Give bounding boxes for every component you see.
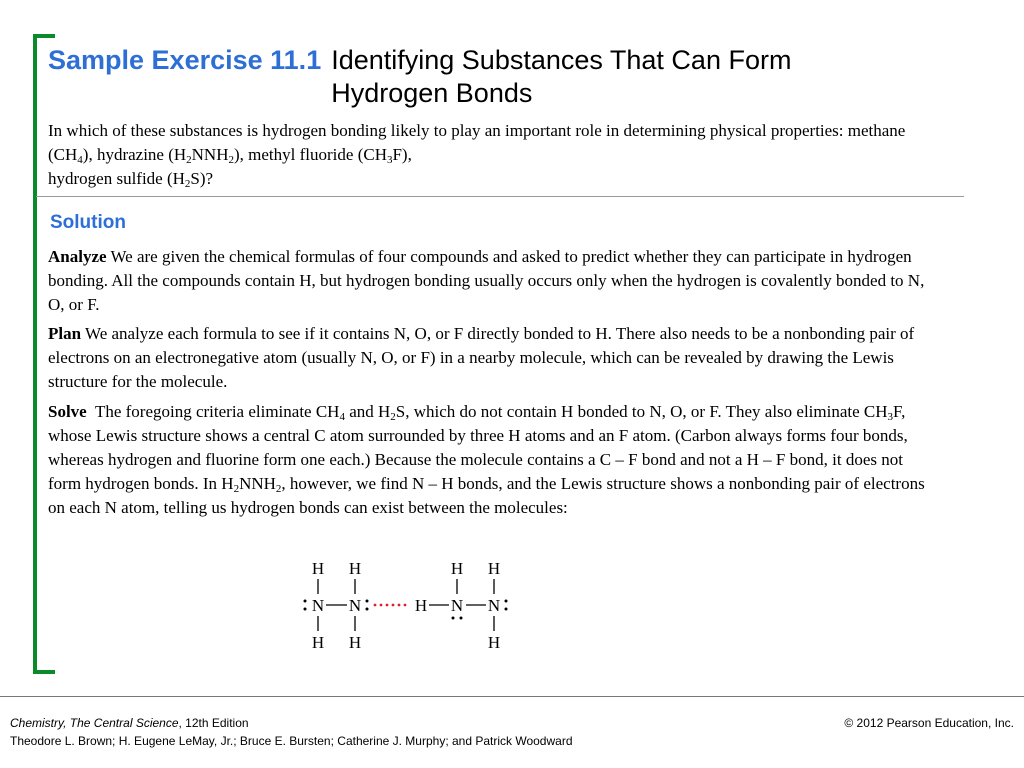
footer-copyright: © 2012 Pearson Education, Inc.: [844, 716, 1014, 730]
lone-pair-dot: [366, 600, 369, 603]
divider-line: [36, 196, 964, 197]
hbond-dot: [392, 604, 395, 607]
hbond-dot: [398, 604, 401, 607]
analyze-label: Analyze: [48, 247, 107, 266]
exercise-title: Identifying Substances That Can Form Hydrogen Bonds: [331, 45, 792, 108]
atom-h: H: [450, 559, 464, 578]
plan-label: Plan: [48, 324, 82, 343]
plan-text: We analyze each formula to see if it contains N, O, or F directly bonded to H. There also needs to be a nonbonding pair of electrons on an electronegative atom (usually N, O, or F) in a nearby molecule, which can be revealed by drawing the Lewis structure for the molecule.: [48, 324, 915, 391]
slide-bracket-left: [33, 34, 37, 674]
hydrazine-lewis-structure: [298, 556, 518, 656]
question-text: In which of these substances is hydrogen bonding likely to play an important role in determining physical properties: methane $(CH_4)$, hydrazine $(H_2NNH_2)$, methyl fluoride $(CH_3F)$, hydrogen sulfide $(H_2S)$?: [48, 121, 906, 190]
atom-n: N: [348, 596, 362, 615]
analyze-text: We are given the chemical formulas of four compounds and asked to predict whether they can participate in hydrogen bonding. All the compounds contain H, but hydrogen bonding usually occurs only when the hydrogen is covalently bonded to N, O, or F.: [48, 247, 925, 314]
lone-pair-dot: [505, 600, 508, 603]
solve-paragraph: Solve The foregoing criteria eliminate $CH_4$ and $H_2S$, which do not contain H bonded to N, O, or F. They also eliminate $CH_3F$, whose Lewis structure shows a central C atom surrounded by three H atoms and an F atom. (Carbon always forms four bonds, whereas hydrogen and fluorine form one each.) Because the molecule contains a C – F bond and not a H – F bond, it does not form hydrogen bonds. In $H_2NNH_2$, however, we find N – H bonds, and the Lewis structure shows a nonbonding pair of electrons on each N atom, telling us hydrogen bonds can exist between the molecules:: [48, 402, 925, 517]
slide-title: [48, 44, 851, 110]
hbond-dot: [374, 604, 377, 607]
lone-pair-dot: [304, 608, 307, 611]
atom-n: N: [311, 596, 325, 615]
atom-h: H: [348, 633, 362, 652]
footer-book: [10, 714, 249, 732]
atom-h: H: [487, 559, 501, 578]
lone-pair-dot: [366, 608, 369, 611]
lone-pair-dot: [304, 600, 307, 603]
slide-bracket-bottom: [33, 670, 55, 674]
atom-h: H: [487, 633, 501, 652]
atom-h: H: [414, 596, 428, 615]
solution-heading: Solution: [50, 212, 126, 233]
plan-paragraph: [48, 322, 928, 394]
lone-pair-dot: [452, 617, 455, 620]
solve-label: Solve: [48, 402, 87, 421]
hbond-dot: [386, 604, 389, 607]
footer-edition: , 12th Edition: [178, 716, 249, 730]
atom-h: H: [348, 559, 362, 578]
footer-divider: [0, 696, 1024, 697]
atom-h: H: [311, 559, 325, 578]
footer-book-title: Chemistry, The Central Science: [10, 716, 179, 730]
footer-authors: Theodore L. Brown; H. Eugene LeMay, Jr.; Bruce E. Bursten; Catherine J. Murphy; and Patrick Woodward: [10, 734, 573, 748]
analyze-paragraph: [48, 245, 928, 317]
atom-h: H: [311, 633, 325, 652]
exercise-number: Sample Exercise 11.1: [48, 45, 322, 75]
hbond-dot: [380, 604, 383, 607]
atom-n: N: [450, 596, 464, 615]
atom-n: N: [487, 596, 501, 615]
lone-pair-dot: [505, 608, 508, 611]
hbond-dot: [404, 604, 407, 607]
slide-bracket-top: [33, 34, 55, 38]
lone-pair-dot: [460, 617, 463, 620]
